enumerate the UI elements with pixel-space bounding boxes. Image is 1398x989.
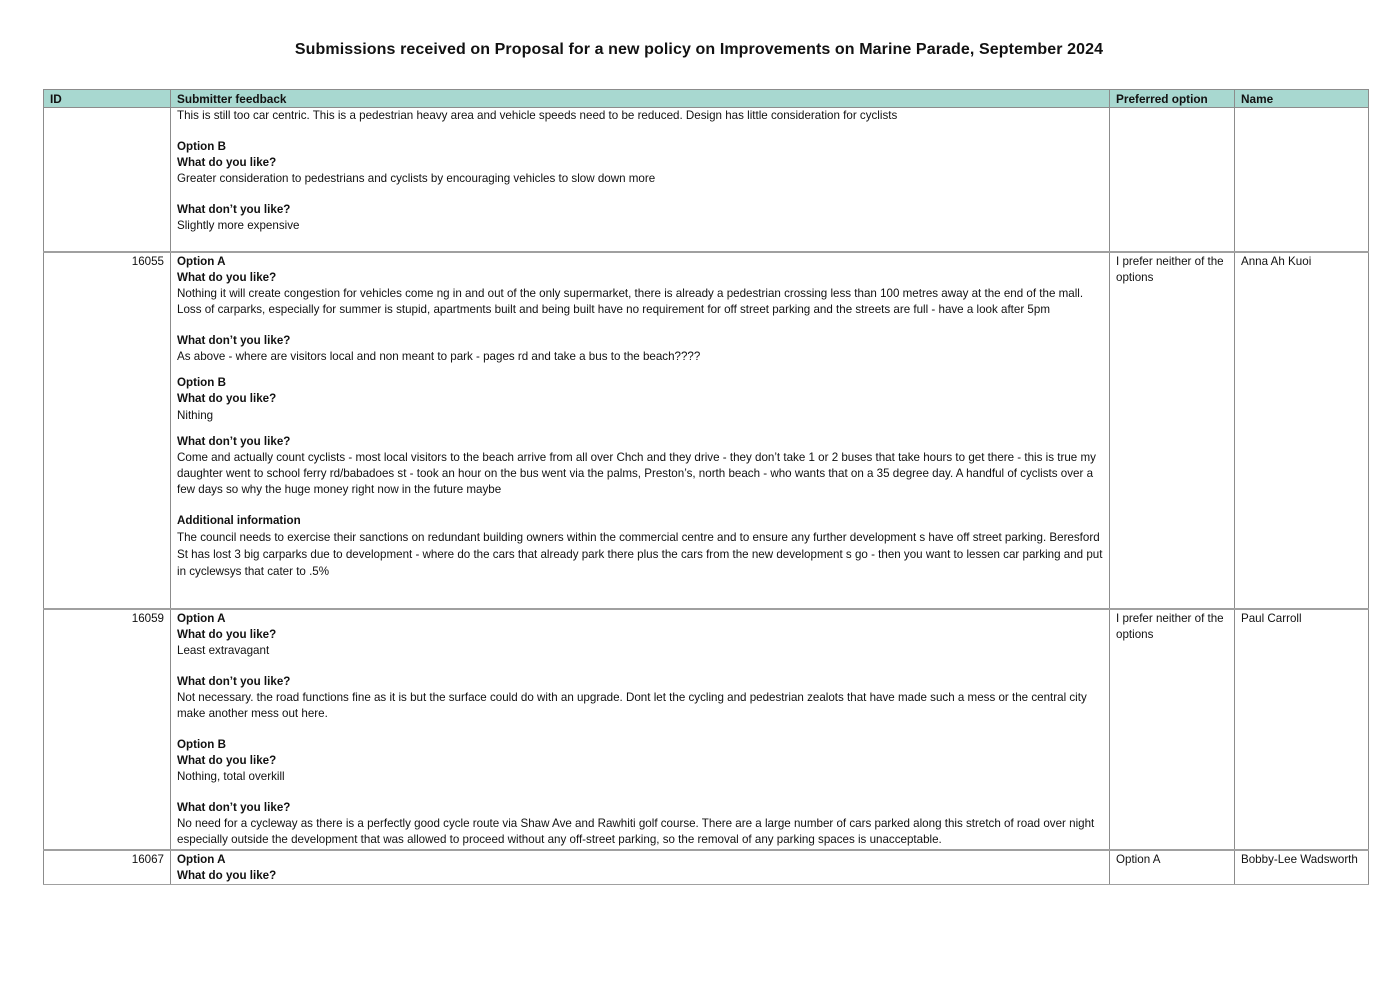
table-row xyxy=(44,108,1369,253)
cell-id: 16055 xyxy=(44,252,171,609)
cell-name xyxy=(1235,108,1369,253)
question-like: What do you like? xyxy=(177,628,277,641)
option-heading: Option B xyxy=(177,738,226,751)
cell-feedback xyxy=(171,108,1110,253)
table-header-row xyxy=(44,90,1369,108)
cell-preferred-option: I prefer neither of the options xyxy=(1110,252,1235,609)
option-heading: Option A xyxy=(177,853,226,866)
question-like: What do you like? xyxy=(177,869,277,882)
cell-id: 16059 xyxy=(44,609,171,850)
table-row xyxy=(44,252,1369,609)
feedback-text: This is still too car centric. This is a pedestrian heavy area and vehicle speeds need to be reduced. Design has little consideration for cyclists xyxy=(177,109,898,122)
option-heading: Option B xyxy=(177,376,226,389)
cell-feedback xyxy=(171,252,1110,609)
feedback-text: Not necessary. the road functions fine as it is but the surface could do with an upgrade. Dont let the cycling and pedestrian zealots that have made such a mess or the central city make another mess out here. xyxy=(177,691,1087,720)
feedback-text: Nithing xyxy=(177,409,214,422)
header-feedback: Submitter feedback xyxy=(171,90,1110,108)
feedback-text: As above - where are visitors local and non meant to park - pages rd and take a bus to the beach???? xyxy=(177,350,701,363)
question-like: What do you like? xyxy=(177,156,277,169)
additional-info-heading: Additional information xyxy=(177,514,301,527)
cell-name: Anna Ah Kuoi xyxy=(1235,252,1369,609)
header-name: Name xyxy=(1235,90,1369,108)
submissions-table xyxy=(43,89,1369,885)
feedback-text: The council needs to exercise their sanctions on redundant building owners within the commercial centre and to ensure any further development s have off street parking. Beresford St has lost 3 big carparks due to development - where do the cars that already park there plus the cars from the new development s go - then you want to lessen car parking and put in cyclewsys that cater to .5% xyxy=(177,531,1103,578)
option-heading: Option B xyxy=(177,140,226,153)
question-like: What do you like? xyxy=(177,392,277,405)
cell-name: Bobby-Lee Wadsworth xyxy=(1235,850,1369,885)
cell-feedback xyxy=(171,609,1110,850)
header-id: ID xyxy=(44,90,171,108)
question-dislike: What don’t you like? xyxy=(177,203,291,216)
document-title: Submissions received on Proposal for a new policy on Improvements on Marine Parade, September 2024 xyxy=(294,41,1104,58)
option-heading: Option A xyxy=(177,255,226,268)
feedback-text: Slightly more expensive xyxy=(177,219,300,232)
cell-feedback xyxy=(171,850,1110,885)
cell-id: 16067 xyxy=(44,850,171,885)
feedback-text: Greater consideration to pedestrians and cyclists by encouraging vehicles to slow down more xyxy=(177,172,656,185)
option-heading: Option A xyxy=(177,612,226,625)
feedback-text: No need for a cycleway as there is a perfectly good cycle route via Shaw Ave and Rawhiti golf course. There are a large number of cars parked along this stretch of road over night especially outside the development that was allowed to proceed without any off-street parking, so the removal of any parking spaces is unacceptable. xyxy=(177,817,1095,846)
feedback-text: Nothing, total overkill xyxy=(177,770,285,783)
header-preferred-option: Preferred option xyxy=(1110,90,1235,108)
question-like: What do you like? xyxy=(177,754,277,767)
feedback-text: Least extravagant xyxy=(177,644,270,657)
question-dislike: What don’t you like? xyxy=(177,334,291,347)
cell-preferred-option xyxy=(1110,108,1235,253)
cell-preferred-option: I prefer neither of the options xyxy=(1110,609,1235,850)
cell-name: Paul Carroll xyxy=(1235,609,1369,850)
table-row xyxy=(44,609,1369,850)
cell-id xyxy=(44,108,171,253)
feedback-text: Nothing it will create congestion for vehicles come ng in and out of the only supermarket, there is already a pedestrian crossing less than 100 metres away at the end of the mall. Loss of carparks, especially for summer is stupid, apartments built and being built have no requirement for off street parking and the streets are full - have a look after 5pm xyxy=(177,287,1084,316)
question-dislike: What don’t you like? xyxy=(177,801,291,814)
question-dislike: What don’t you like? xyxy=(177,675,291,688)
feedback-text: Come and actually count cyclists - most local visitors to the beach arrive from all over Chch and they drive - they don’t take 1 or 2 buses that take hours to get there - this is true my daughter went to school ferry rd/babadoes st - took an hour on the bus went via the palms, Preston’s, north beach - who wants that on a 35 degree day. A handful of cyclists over a few days so why the huge money right now in the future maybe xyxy=(177,451,1096,496)
table-row xyxy=(44,850,1369,885)
question-like: What do you like? xyxy=(177,271,277,284)
cell-preferred-option: Option A xyxy=(1110,850,1235,885)
question-dislike: What don’t you like? xyxy=(177,435,291,448)
